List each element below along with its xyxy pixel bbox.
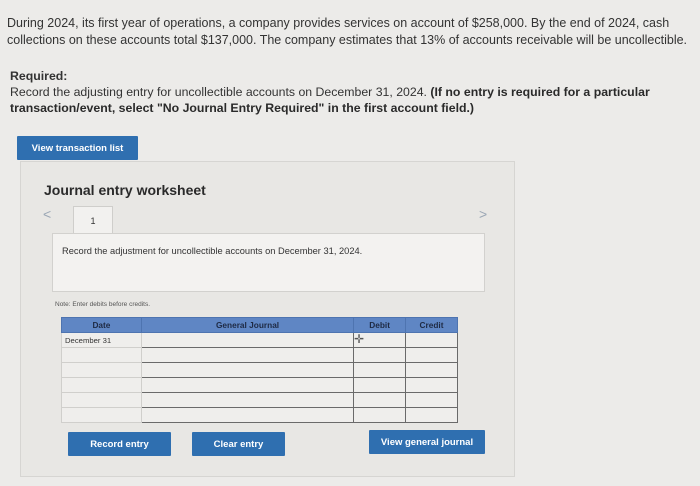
chevron-right-icon[interactable]: > [479,206,488,222]
debit-input[interactable] [354,348,406,363]
required-heading: Required: [10,69,68,83]
credit-input[interactable] [406,363,458,378]
table-row [62,333,458,348]
account-select[interactable] [141,393,353,408]
instruction-box [52,233,485,292]
date-cell [62,378,142,393]
date-cell: December 31 [62,333,142,348]
date-cell [62,363,142,378]
general-journal-column-header: General Journal [141,318,353,333]
debit-input[interactable] [354,393,406,408]
credit-input[interactable] [406,408,458,423]
required-instruction: Record the adjusting entry for uncollectible accounts on December 31, 2024. [10,85,431,99]
move-cursor-icon: ✛ [354,332,365,346]
debits-note: Note: Enter debits before credits. [55,301,151,308]
account-select[interactable] [141,348,353,363]
journal-header-row [62,318,458,333]
account-select[interactable] [141,408,353,423]
account-select[interactable] [141,378,353,393]
credit-input[interactable] [406,348,458,363]
table-row [62,348,458,363]
worksheet-tab-1[interactable]: 1 [73,206,113,238]
table-row [62,393,458,408]
required-bold-note: (If no entry is required for a particular transaction/event, select "No Journal Entry Required" in the first account field.) [10,85,650,115]
debit-column-header: Debit [354,318,406,333]
date-cell [62,393,142,408]
table-row [62,363,458,378]
date-cell [62,348,142,363]
table-row [62,408,458,423]
credit-input[interactable] [406,378,458,393]
instruction-text: Record the adjustment for uncollectible accounts on December 31, 2024. [62,246,363,256]
date-column-header: Date [62,318,142,333]
required-block [10,68,690,116]
required-text [10,84,690,116]
problem-statement: During 2024, its first year of operations, a company provides services on account of $258,000. By the end of 2024, cash collections on these accounts total $137,000. The company estimates that 13% of accounts receivable will be uncollectible. [7,16,688,47]
journal-table [61,317,458,423]
table-row [62,378,458,393]
view-general-journal-button[interactable]: View general journal [369,430,485,454]
account-select[interactable] [141,333,353,348]
debit-input[interactable] [354,408,406,423]
credit-input[interactable] [406,333,458,348]
credit-column-header: Credit [406,318,458,333]
worksheet-title: Journal entry worksheet [44,182,206,198]
chevron-left-icon[interactable]: < [43,206,52,222]
record-entry-button[interactable]: Record entry [68,432,171,456]
journal-table-wrap [61,317,458,423]
account-select[interactable] [141,363,353,378]
date-cell [62,408,142,423]
clear-entry-button[interactable]: Clear entry [192,432,285,456]
debit-input[interactable] [354,378,406,393]
credit-input[interactable] [406,393,458,408]
view-transaction-list-button[interactable]: View transaction list [17,136,138,160]
debit-input[interactable] [354,363,406,378]
